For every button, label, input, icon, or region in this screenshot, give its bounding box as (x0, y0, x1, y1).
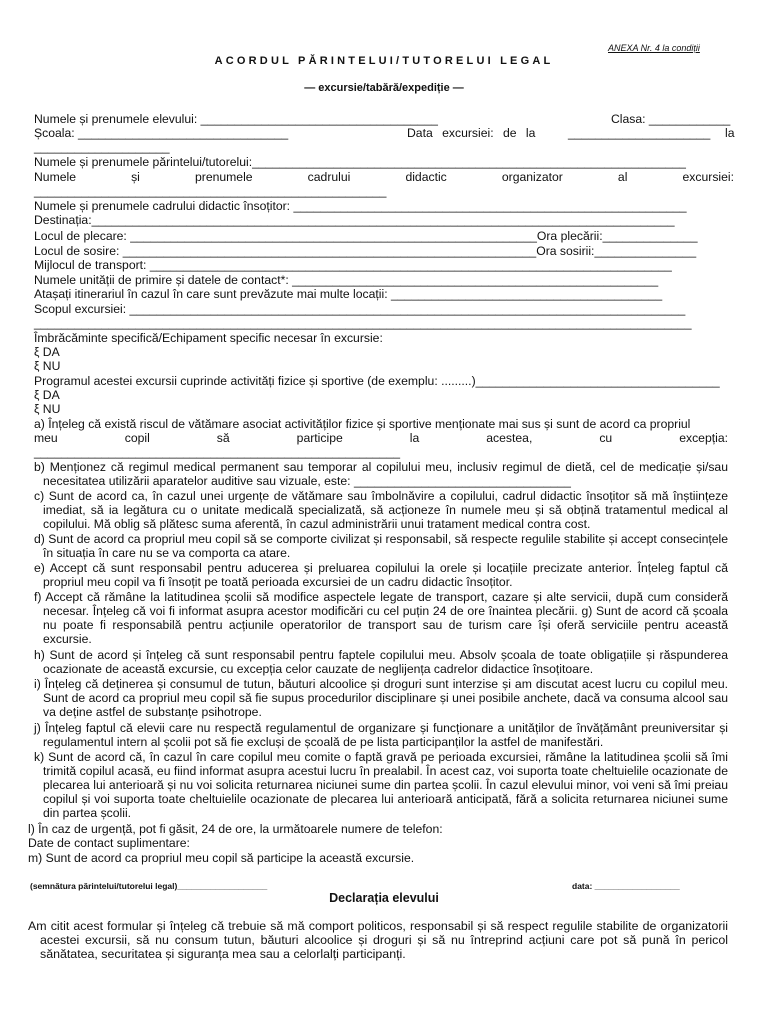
clause-h: h) Sunt de acord și înțeleg că sunt responsabil pentru faptele copilului meu. Absolv școala de toate obligațiile și răspunderea ocazionate de această excursie, cu excepția celor cauzate de neglijența cadrelor didactice însoțitoare. (34, 648, 728, 676)
clause-b: b) Menționez că regimul medical permanent sau temporar al copilului meu, inclusiv regimul de dietă, cel de medicație și/sau necesitatea utilizării aparatelor auditive sau vizuale, este: ________________________________ (34, 460, 728, 488)
clothing-field: Îmbrăcăminte specifică/Echipament specific necesar în excursie: (34, 331, 383, 345)
trip-date-to-label: la (725, 126, 735, 140)
accommodation-field: Numele unității de primire și datele de contact*: ______________________________________________________ (34, 273, 659, 287)
clause-f-g: f) Accept că rămâne la latitudinea școlii să modifice aspectele legate de transport, cazare și alte servicii, după cum consideră necesar. Înțeleg că voi fi informat asupra acestor modificări cu cel puțin 24 de ore înaintea plecării. g) Sunt de acord că școala nu poate fi responsabilă pentru acțiunile operatorilor de transport sau de turism care își oferă serviciile pentru această excursie. (34, 590, 728, 646)
departure-field: Locul de plecare: ____________________________________________________________Ora plecării:______________ (34, 229, 698, 243)
class-field: Clasa: ____________ (611, 112, 731, 126)
arrival-field: Locul de sosire: _____________________________________________________________Ora sosirii:_______________ (34, 244, 697, 258)
checkbox-icon[interactable]: ξ (34, 388, 40, 402)
organizer-blank: ____________________________________________________ (34, 184, 387, 198)
declaration-title: Declarația elevului (329, 891, 439, 905)
clause-a-line1: a) Înțeleg că există riscul de vătămare asociat activităților fizice și sportive menționate mai sus și sunt de acord ca propriul (34, 417, 691, 431)
parent-name-field: Numele și prenumele părintelui/tutorelui:________________________________________________________________ (34, 155, 686, 169)
clause-k: k) Sunt de acord că, în cazul în care copilul meu comite o faptă gravă pe perioada excursiei, rămâne la latitudinea școlii să îmi trimită copilul acasă, eu fiind informat asupra acestui lucru în prealabil. În acest caz, voi suporta toate cheltuielile ocazionate de plecarea lui anterioară și nu voi solicita returnarea niciunei sume din partea școlii. În cazul elevului minor, voi veni să îmi preiau copilul și voi suporta toate cheltuielile ocazionate de plecarea lui anterioară anticipată, fără a solicita returnarea niciunei sume din partea școlii. (34, 750, 728, 820)
option-nu-2[interactable]: ξ NU (34, 402, 61, 416)
parent-signature-line: (semnătura părintelui/tutorelui legal)___________________ (30, 881, 268, 891)
clause-a-line2: meu copil să participe la acestea, cu excepția: (34, 431, 728, 445)
option-da-1[interactable]: ξ DA (34, 345, 60, 359)
option-nu-1[interactable]: ξ NU (34, 359, 61, 373)
purpose-blank: _________________________________________________________________________________________________ (34, 316, 692, 330)
student-name-field: Numele și prenumele elevului: ___________________________________ (34, 112, 438, 126)
purpose-field: Scopul excursiei: __________________________________________________________________________________ (34, 302, 686, 316)
clause-j: j) Înțeleg faptul că elevii care nu respectă regulamentul de organizare și funcționare a unităților de învățământ preuniversitar și regulamentul intern al școlii pot să fie excluși de școală de pe lista participanților la astfel de manifestări. (34, 721, 728, 749)
trip-date-label: Data excursiei: de la (407, 126, 536, 140)
contact-field: Date de contact suplimentare: (28, 836, 190, 850)
trip-date-to-blank: ____________________ (34, 140, 170, 154)
option-da-2[interactable]: ξ DA (34, 388, 60, 402)
annex-label: ANEXA Nr. 4 la condiții (608, 43, 700, 53)
destination-field: Destinația:______________________________________________________________________________________ (34, 213, 675, 227)
school-field: Școala: _______________________________ (34, 126, 289, 140)
clause-i: i) Înțeleg că deținerea și consumul de tutun, băuturi alcoolice și droguri sunt interzise și am discutat acest lucru cu copilul meu. Sunt de acord ca propriul meu copil să fie supus procedurilor disciplinare și unei posibile anchete, dacă va consuma alcool sau va deține astfel de substanțe psihotrope. (34, 677, 728, 719)
itinerary-field: Atașați itinerariul în cazul în care sunt prevăzute mai multe locații: ________________________________________ (34, 287, 663, 301)
document-title: ACORDUL PĂRINTELUI/TUTORELUI LEGAL (214, 55, 554, 67)
companion-field: Numele și prenumele cadrului didactic însoțitor: __________________________________________________________ (34, 199, 687, 213)
clause-d: d) Sunt de acord ca propriul meu copil să se comporte civilizat și responsabil, să respecte regulile stabilite și accept consecințele în situația în care nu se va comporta ca atare. (34, 532, 728, 560)
checkbox-icon[interactable]: ξ (34, 402, 40, 416)
clause-a-blank: ______________________________________________________ (34, 445, 401, 459)
physical-activity-field: Programul acestei excursii cuprinde activități fizice și sportive (de exemplu: .........)____________________________________ (34, 374, 720, 388)
clause-c: c) Sunt de acord ca, în cazul unei urgențe de vătămare sau îmbolnăvire a copilului, cadrul didactic însoțitor să mă înștiințeze imediat, să ia legătura cu o unitate medicală specializată, să acționeze în numele meu și să obțină tratamentul medical al copilului. Mă oblig să plătesc suma aferentă, în cazul administrării unui tratament medical contra cost. (34, 489, 728, 531)
signature-date-line: data: __________________ (572, 881, 680, 891)
document-subtitle: — excursie/tabără/expediție — (304, 82, 464, 94)
clause-m: m) Sunt de acord ca propriul meu copil să participe la această excursie. (28, 851, 415, 865)
checkbox-icon[interactable]: ξ (34, 345, 40, 359)
declaration-text: Am citit acest formular și înțeleg că trebuie să mă comport politicos, responsabil și să respect regulile stabilite de organizatorii acestei excursii, să nu consum tutun, băuturi alcoolice și droguri și să nu întreprind acțiuni care pot să pună în pericol sănătatea, securitatea și siguranța mea sau a celorlalți participanți. (28, 919, 728, 961)
checkbox-icon[interactable]: ξ (34, 359, 40, 373)
organizer-field: Numele și prenumele cadrului didactic organizator al excursiei: (34, 170, 734, 184)
clause-l: l) În caz de urgență, pot fi găsit, 24 de ore, la următoarele numere de telefon: (28, 822, 443, 836)
trip-date-from-blank: _____________________ (568, 126, 711, 140)
transport-field: Mijlocul de transport: _____________________________________________________________________________ (34, 258, 672, 272)
clause-e: e) Accept că sunt responsabil pentru aducerea și preluarea copilului la orele și locațiile precizate anterior. Înțeleg faptul că propriul meu copil va fi însoțit pe toată perioada excursiei de un cadru didactic însoțitor. (34, 561, 728, 589)
